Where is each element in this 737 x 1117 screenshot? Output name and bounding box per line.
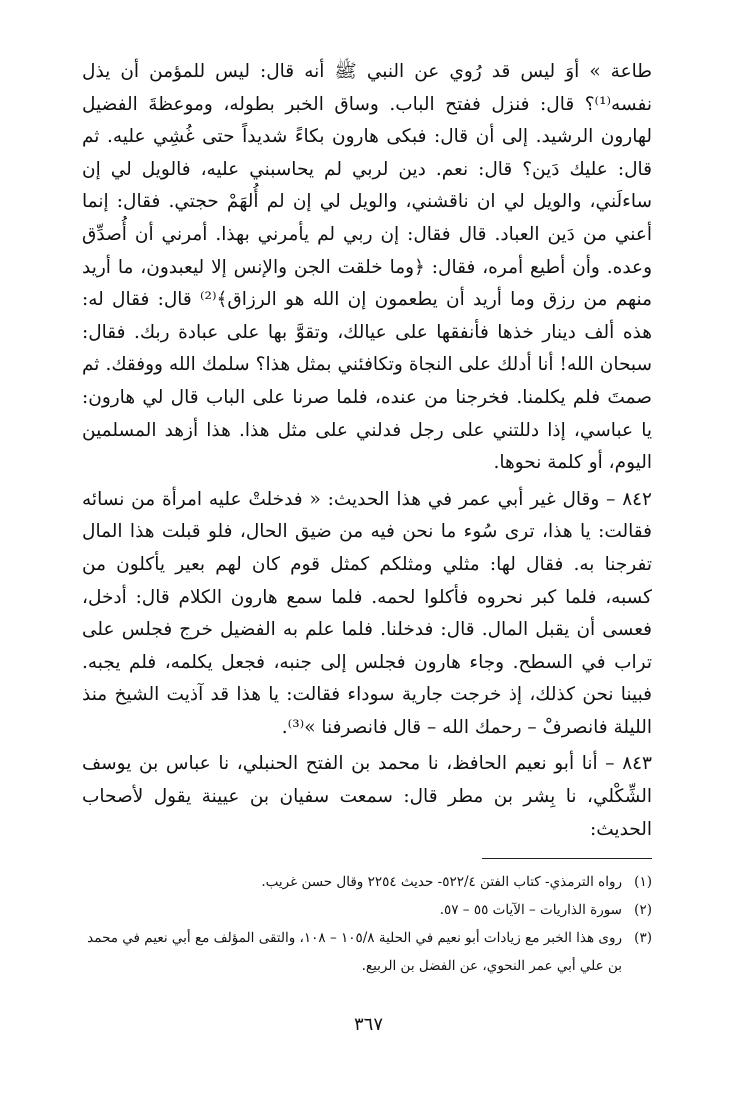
paragraph-narration: طاعة » أوَ ليس قد رُوي عن النبي ﷺ أنه قال: ليس للمؤمن أن يذل نفسه⁽¹⁾؟ قال: فنزل ففتح الباب. وساق الخبر بطوله، وموعظةَ الفضيل لهارون الرشيد. إلى أن قال: فبكى هارون بكاءً شديداً حتى غُشِي عليه. ثم قال: عليك دَين؟ قال: نعم. دين لربي لم يحاسبني عليه، فالويل لي إن ساءلَني، والويل لي ان ناقشني، والويل لي إن لم أُلهَمْ حجتي. فقال: إنما أعني من دَين العباد. قال فقال: إن ربي لم يأمرني بهذا. أمرني أن أُصدِّق وعده. وأن أطيع أمره، فقال: ﴿وما خلقت الجن والإنس إلا ليعبدون، ما أريد منهم من رزق وما أريد أن يطعمون إن الله هو الرزاق﴾⁽²⁾ قال: فقال له: هذه ألف دينار خذها فأنفقها على عيالك، وتقوَّ بها على عبادة ربك. فقال: سبحان الله! أنا أدلك على النجاة وتكافئني بمثل هذا؟ سلمك الله ووفقك. ثم صمتَ فلم يكلمنا. فخرجنا من عنده، فلما صرنا على الباب قال لي هارون: يا عباسي، إذا دللتني على رجل فدلني على مثل هذا. هذا أزهد المسلمين اليوم، أو كلمة نحوها. — [82, 61, 652, 474]
footnote-number: (٣) — [634, 930, 652, 946]
footnote-2 — [82, 896, 652, 924]
paragraph-842: ٨٤٢ – وقال غير أبي عمر في هذا الحديث: « فدخلتْ عليه امرأة من نسائه فقالت: يا هذا، ترى سُوء ما نحن فيه من ضيق الحال، فلو قبلت هذا المال تفرجنا به. فقال لها: مثلي ومثلكم كمثل قوم كان لهم بعير يأكلون من كسبه، فلما كبر نحروه فأكلوا لحمه. فلما سمع هارون الكلام قال: أدخل، فعسى أن يقبل المال. قال: فدخلنا. فلما علم به الفضيل خرج فجلس على تراب في السطح. وجاء هارون فجلس إلى جنبه، فجعل يكلمه، فلم يجبه. فبينا نحن كذلك، إذ خرجت جارية سوداء فقالت: يا هذا قد آذيت الشيخ منذ الليلة فانصرفْ – رحمك الله – قال فانصرفنا »⁽³⁾. — [82, 488, 652, 738]
footnote-number: (٢) — [634, 902, 652, 918]
paragraph-843: ٨٤٣ – أنا أبو نعيم الحافظ، نا محمد بن الفتح الحنبلي، نا عباس بن يوسف الشِّكْلي، نا بِشر بن مطر قال: سمعت سفيان بن عيينة يقول لأصحاب الحديث: — [82, 753, 652, 840]
footnote-text: سورة الذاريات – الآيات ٥٥ – ٥٧. — [439, 902, 622, 918]
page-number: ٣٦٧ — [353, 1014, 383, 1035]
footnotes — [82, 868, 652, 980]
footnote-3 — [82, 924, 652, 980]
footnote-1 — [82, 868, 652, 896]
footnote-text: رواه الترمذي- كتاب الفتن ٥٢٢/٤- حديث ٢٢٥٤ وقال حسن غريب. — [261, 874, 622, 890]
main-text — [82, 56, 652, 846]
footnote-separator — [482, 858, 652, 859]
footnote-number: (١) — [634, 874, 652, 890]
footnote-text: روى هذا الخبر مع زيادات أبو نعيم في الحلية ١٠٥/٨ – ١٠٨، والتقى المؤلف مع أبي نعيم في محمد بن علي أبي عمر النحوي، عن الفضل بن الربيع. — [87, 930, 622, 974]
